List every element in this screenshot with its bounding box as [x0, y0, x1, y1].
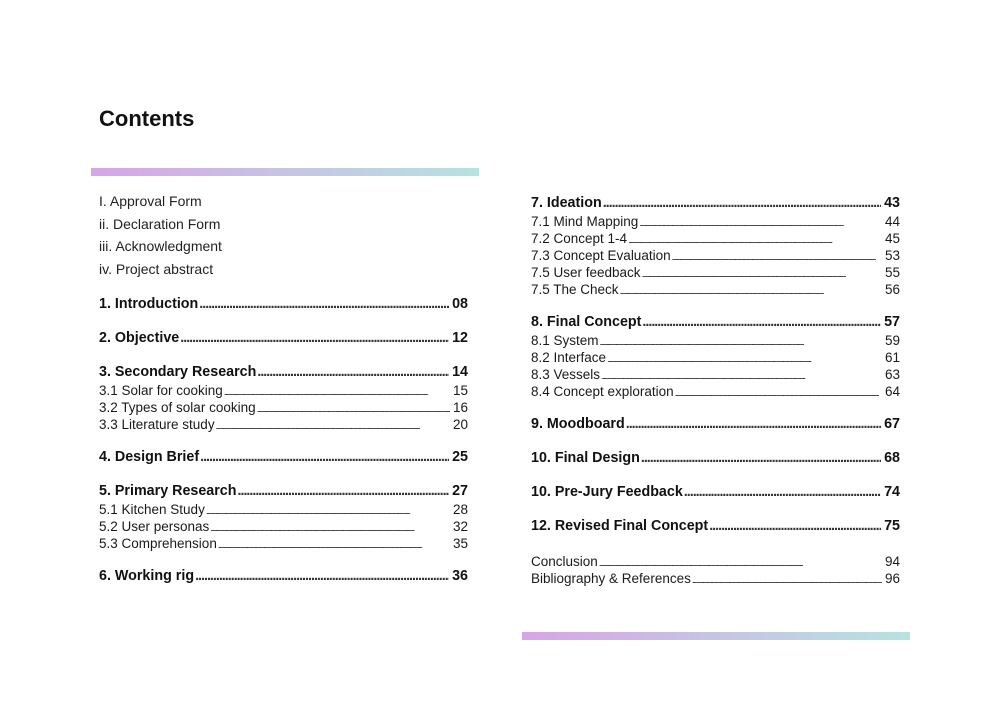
dot-leader [607, 351, 882, 368]
toc-subsection-label: 8.1 System [531, 333, 599, 348]
dot-leader [180, 328, 449, 348]
toc-page-number: 35 [452, 536, 468, 551]
toc-page-number: 36 [452, 568, 468, 584]
dot-leader [238, 481, 450, 501]
toc-subsection-concept-1-4[interactable] [531, 230, 900, 247]
dot-leader [684, 482, 881, 502]
toc-page-number: 94 [884, 554, 900, 569]
toc-page-number: 15 [452, 383, 468, 398]
dot-leader [200, 447, 449, 467]
toc-section-label: 5. Primary Research [99, 483, 237, 499]
dot-leader [626, 414, 881, 434]
toc-subsection-comprehension[interactable] [99, 535, 468, 552]
toc-subsection-label: 5.1 Kitchen Study [99, 502, 205, 517]
toc-entry-conclusion[interactable] [531, 553, 900, 570]
toc-page-number: 61 [884, 350, 900, 365]
dot-leader [195, 566, 449, 586]
bottom-gradient-divider [522, 632, 910, 640]
toc-page-number: 45 [884, 231, 900, 246]
toc-subsection-concept-exploration[interactable] [531, 383, 900, 400]
toc-section-label: 4. Design Brief [99, 449, 200, 465]
dot-leader [641, 448, 881, 468]
toc-section-introduction[interactable] [99, 294, 468, 314]
toc-entry-label: Bibliography & References [531, 571, 691, 586]
toc-section-label: 10. Pre-Jury Feedback [531, 484, 683, 500]
toc-subsection-interface[interactable] [531, 349, 900, 366]
toc-left-column [99, 190, 468, 586]
dot-leader [642, 312, 881, 332]
dot-leader [675, 385, 882, 402]
toc-section-primary-research[interactable] [99, 481, 468, 501]
toc-subsection-label: 8.4 Concept exploration [531, 384, 674, 399]
dot-leader [620, 283, 882, 300]
toc-section-label: 9. Moodboard [531, 416, 625, 432]
toc-section-label: 6. Working rig [99, 568, 195, 584]
dot-leader [603, 193, 881, 213]
toc-section-design-brief[interactable] [99, 447, 468, 467]
toc-section-moodboard[interactable] [531, 414, 900, 434]
toc-entry-label: Conclusion [531, 554, 598, 569]
toc-subsection-label: 7.3 Concept Evaluation [531, 248, 671, 263]
toc-page-number: 64 [884, 384, 900, 399]
dot-leader [672, 249, 882, 266]
toc-subsection-solar-for-cooking[interactable] [99, 382, 468, 399]
toc-page-number: 96 [884, 571, 900, 586]
dot-leader [642, 266, 882, 283]
toc-page-number: 32 [452, 519, 468, 534]
toc-section-pre-jury-feedback[interactable] [531, 482, 900, 502]
toc-section-objective[interactable] [99, 328, 468, 348]
toc-section-label: 1. Introduction [99, 296, 199, 312]
toc-page-number: 20 [452, 417, 468, 432]
toc-subsection-vessels[interactable] [531, 366, 900, 383]
toc-page-number: 27 [452, 483, 468, 499]
toc-subsection-label: 7.1 Mind Mapping [531, 214, 639, 229]
toc-subsection-types-of-solar-cooking[interactable] [99, 399, 468, 416]
toc-page-number: 74 [884, 484, 900, 500]
toc-page-number: 68 [884, 450, 900, 466]
toc-section-label: 10. Final Design [531, 450, 640, 466]
toc-section-label: 12. Revised Final Concept [531, 518, 709, 534]
toc-section-secondary-research[interactable] [99, 362, 468, 382]
toc-page-number: 25 [452, 449, 468, 465]
toc-section-working-rig[interactable] [99, 566, 468, 586]
toc-subsection-system[interactable] [531, 332, 900, 349]
toc-page-number: 67 [884, 416, 900, 432]
toc-section-label: 3. Secondary Research [99, 364, 257, 380]
toc-entry-bibliography[interactable] [531, 570, 900, 587]
toc-subsection-label: 3.3 Literature study [99, 417, 215, 432]
toc-subsection-the-check[interactable] [531, 281, 900, 298]
dot-leader [709, 516, 881, 536]
toc-subsection-label: 5.3 Comprehension [99, 536, 217, 551]
toc-section-label: 2. Objective [99, 330, 180, 346]
dot-leader [257, 401, 450, 418]
toc-page-number: 43 [884, 195, 900, 211]
toc-subsection-label: 7.5 The Check [531, 282, 619, 297]
page-title: Contents [99, 106, 195, 131]
toc-page-number: 57 [884, 314, 900, 330]
toc-subsection-label: 3.2 Types of solar cooking [99, 400, 256, 415]
dot-leader [257, 362, 449, 382]
toc-section-ideation[interactable] [531, 193, 900, 213]
toc-page-number: 14 [452, 364, 468, 380]
toc-subsection-mind-mapping[interactable] [531, 213, 900, 230]
dot-leader [206, 503, 450, 520]
toc-subsection-label: 7.5 User feedback [531, 265, 641, 280]
dot-leader [600, 334, 882, 351]
toc-page-number: 44 [884, 214, 900, 229]
toc-subsection-label: 5.2 User personas [99, 519, 210, 534]
dot-leader [216, 418, 450, 435]
toc-section-label: 8. Final Concept [531, 314, 642, 330]
toc-section-label: 7. Ideation [531, 195, 602, 211]
toc-section-final-design[interactable] [531, 448, 900, 468]
dot-leader [210, 520, 450, 537]
toc-page-number: 08 [452, 296, 468, 312]
toc-page-number: 16 [452, 400, 468, 415]
dot-leader [199, 294, 449, 314]
dot-leader [639, 215, 882, 232]
dot-leader [218, 537, 450, 554]
toc-subsection-label: 8.3 Vessels [531, 367, 601, 382]
toc-subsection-label: 7.2 Concept 1-4 [531, 231, 628, 246]
toc-subsection-user-feedback[interactable] [531, 264, 900, 281]
toc-page-number: 53 [884, 248, 900, 263]
toc-entry-approval-form[interactable]: I. Approval Form [99, 193, 202, 209]
toc-entry-declaration-form[interactable]: ii. Declaration Form [99, 215, 221, 232]
toc-page-number: 56 [884, 282, 900, 297]
top-gradient-divider [91, 168, 479, 176]
toc-page-number: 12 [452, 330, 468, 346]
toc-right-column [531, 190, 900, 587]
toc-entry-project-abstract[interactable]: iv. Project abstract [99, 260, 214, 277]
toc-section-revised-final-concept[interactable] [531, 516, 900, 536]
dot-leader [692, 572, 882, 589]
toc-entry-acknowledgment[interactable]: iii. Acknowledgment [99, 238, 222, 254]
toc-section-final-concept[interactable] [531, 312, 900, 332]
toc-page-number: 75 [884, 518, 900, 534]
toc-subsection-literature-study[interactable] [99, 416, 468, 433]
toc-page-number: 55 [884, 265, 900, 280]
toc-page-number: 59 [884, 333, 900, 348]
toc-page-number: 28 [452, 502, 468, 517]
toc-subsection-label: 3.1 Solar for cooking [99, 383, 223, 398]
toc-subsection-label: 8.2 Interface [531, 350, 607, 365]
toc-subsection-concept-evaluation[interactable] [531, 247, 900, 264]
dot-leader [224, 384, 450, 401]
toc-page-number: 63 [884, 367, 900, 382]
toc-subsection-kitchen-study[interactable] [99, 501, 468, 518]
toc-subsection-user-personas[interactable] [99, 518, 468, 535]
